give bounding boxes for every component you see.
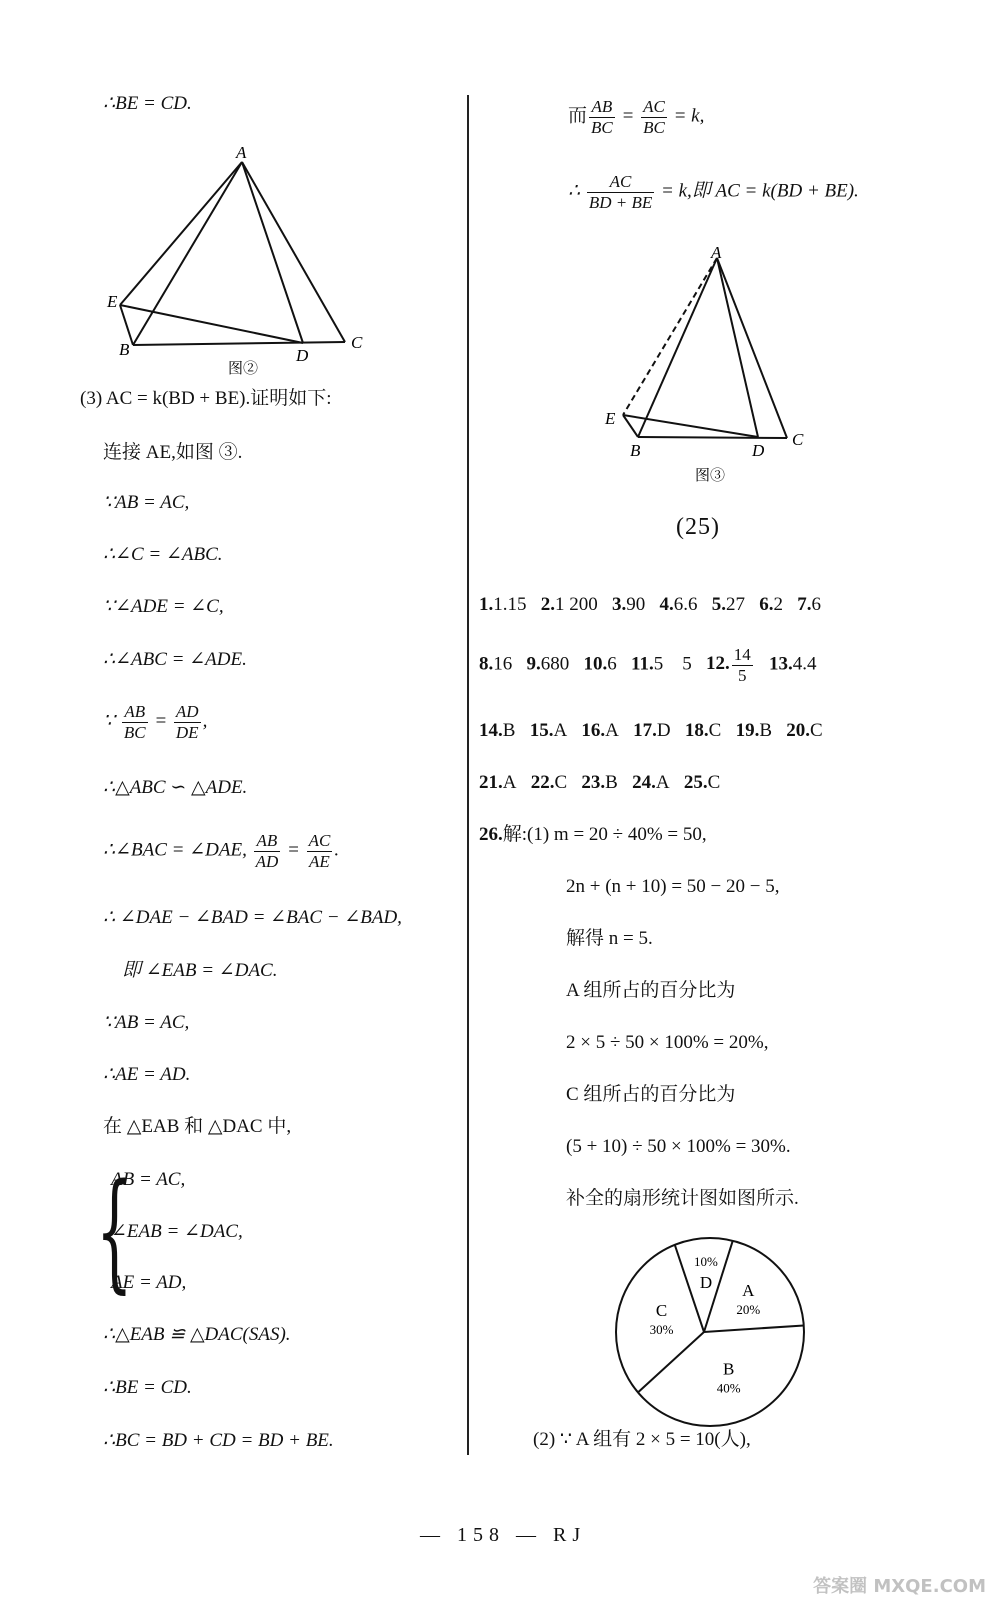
left-line-14: ∴AE = AD.: [103, 1064, 191, 1085]
fig2-label-e: E: [107, 292, 118, 311]
answer-item: 14.B: [479, 720, 516, 741]
left-line-8: ∵ $\frac{AB}{BC}$ = $\frac{AD}{DE}$ ,: [103, 702, 208, 742]
q26-line-9: (2) ∵ A 组有 2 × 5 = 10(人),: [533, 1429, 751, 1450]
fig3-segment-ab: [638, 258, 717, 437]
answer-item: 1.1.15: [479, 594, 527, 615]
page-footer: — 158 — RJ: [420, 1524, 587, 1546]
q26-line-1: 26.解:(1) m = 20 ÷ 40% = 50,: [479, 824, 707, 845]
left-line-6: ∵∠ADE = ∠C,: [103, 596, 224, 617]
left-line-3: 连接 AE,如图 ③.: [103, 442, 243, 463]
left-line-17: ∠EAB = ∠DAC,: [111, 1221, 243, 1242]
pie-slice-boundary-b: [704, 1325, 804, 1332]
left-line-1: ∴BE = CD.: [103, 93, 192, 114]
pie-label-c: C: [655, 1300, 668, 1320]
left-line-19: ∴△EAB ≌ △DAC(SAS).: [103, 1324, 291, 1345]
figure-3: [595, 240, 820, 490]
right-line-1: 而 $\frac{AB}{BC}$ = $\frac{AC}{BC}$ = k,: [568, 97, 705, 137]
answer-item: 20.C: [786, 720, 823, 741]
fig3-label-b: B: [630, 441, 641, 460]
pie-pct-c: 30%: [649, 1321, 674, 1337]
fig2-label-b: B: [119, 340, 130, 359]
q26-line-2: 2n + (n + 10) = 50 − 20 − 5,: [566, 876, 780, 897]
fig3-label-d: D: [752, 441, 765, 460]
answer-item: 13.4.4: [768, 653, 817, 675]
left-line-11: ∴ ∠DAE − ∠BAD = ∠BAC − ∠BAD,: [103, 907, 402, 928]
fig2-segment-ab: [133, 162, 242, 345]
fig2-segment-bc: [133, 342, 345, 345]
answer-item: 7.6: [797, 594, 821, 615]
answer-item: 15.A: [529, 720, 568, 741]
pie-label-a: A: [742, 1280, 755, 1300]
section-title: (25): [676, 514, 720, 540]
fig2-segment-ed: [120, 305, 303, 343]
figure-2: [100, 140, 380, 375]
fig3-segment-be: [623, 415, 638, 437]
left-line-18: AE = AD,: [111, 1272, 187, 1293]
answers-row-2: [479, 645, 816, 685]
answers-row-3: [479, 721, 823, 740]
fig2-label-a: A: [236, 143, 247, 162]
q26-line-6: C 组所占的百分比为: [566, 1084, 736, 1105]
pie-chart: [610, 1232, 810, 1432]
pie-pct-b: 40%: [716, 1380, 741, 1396]
fig3-segment-ae-dashed: [623, 258, 717, 415]
q26-line-3: 解得 n = 5.: [566, 928, 653, 949]
left-line-4: ∵AB = AC,: [103, 492, 190, 513]
answer-item: 10.6: [583, 653, 617, 675]
pie-label-b: B: [723, 1359, 735, 1379]
answer-item: 6.2: [759, 594, 783, 615]
left-line-10: ∴∠BAC = ∠DAE, $\frac{AB}{AD}$ = $\frac{AC}{AE}$ .: [103, 831, 340, 871]
answers-row-1: [479, 595, 821, 614]
answer-item: 9.680: [526, 653, 570, 675]
left-line-7: ∴∠ABC = ∠ADE.: [103, 649, 247, 670]
q26-line-8: 补全的扇形统计图如图所示.: [566, 1188, 799, 1209]
fig2-label-d: D: [296, 346, 309, 365]
left-line-2: (3) AC = k(BD + BE).证明如下:: [80, 388, 332, 409]
answer-item: 22.C: [530, 772, 568, 793]
answer-item: 4.6.6: [659, 594, 698, 615]
fig2-segment-be: [120, 305, 133, 345]
column-divider: [467, 95, 469, 1455]
q26-line-4: A 组所占的百分比为: [566, 980, 736, 1001]
answer-item: 5.27: [711, 594, 745, 615]
q26-line-7: (5 + 10) ÷ 50 × 100% = 30%.: [566, 1136, 791, 1157]
left-line-16: AB = AC,: [111, 1169, 186, 1190]
answer-item: 2.1 200: [540, 594, 598, 615]
answer-item: 24.A: [632, 772, 670, 793]
answers-row-4: [479, 773, 720, 792]
fig2-segment-ae: [120, 162, 242, 305]
system-brace: {: [96, 1157, 133, 1306]
pie-pct-d: 10%: [694, 1254, 718, 1270]
left-line-5: ∴∠C = ∠ABC.: [103, 544, 223, 565]
left-line-21: ∴BC = BD + CD = BD + BE.: [103, 1430, 334, 1451]
fig3-caption: 图③: [695, 468, 726, 484]
fig3-segment-bc: [638, 437, 787, 438]
fig3-label-a: A: [711, 243, 722, 262]
right-line-2: ∴ $\frac{AC}{BD + BE}$ = k,即 AC = k(BD + BE).: [568, 172, 859, 212]
answer-item: 11.5 5: [631, 653, 692, 675]
answer-item: 12. $\frac{14}{5}$: [705, 645, 751, 685]
fig2-label-c: C: [351, 333, 363, 352]
q26-line-5: 2 × 5 ÷ 50 × 100% = 20%,: [566, 1032, 769, 1053]
pie-pct-a: 20%: [736, 1301, 761, 1317]
answer-item: 17.D: [633, 720, 671, 741]
fig3-label-c: C: [792, 430, 804, 449]
fig2-caption: 图②: [228, 361, 259, 375]
answer-item: 19.B: [735, 720, 773, 741]
left-line-13: ∵AB = AC,: [103, 1012, 190, 1033]
left-line-20: ∴BE = CD.: [103, 1377, 192, 1398]
fig3-label-e: E: [605, 409, 616, 428]
answer-item: 21.A: [479, 772, 517, 793]
answer-item: 16.A: [581, 720, 619, 741]
left-line-15: 在 △EAB 和 △DAC 中,: [103, 1116, 292, 1137]
answer-item: 23.B: [581, 772, 618, 793]
pie-label-d: D: [699, 1273, 713, 1293]
answer-item: 18.C: [684, 720, 722, 741]
answer-item: 3.90: [612, 594, 646, 615]
watermark: 答案圈 MXQE.COM: [813, 1576, 986, 1597]
left-line-9: ∴△ABC ∽ △ADE.: [103, 777, 248, 798]
answer-item: 8.16: [479, 653, 513, 675]
left-line-12: 即 ∠EAB = ∠DAC.: [122, 960, 278, 981]
pie-slice-boundary-c: [638, 1332, 704, 1392]
answer-item: 25.C: [683, 772, 721, 793]
